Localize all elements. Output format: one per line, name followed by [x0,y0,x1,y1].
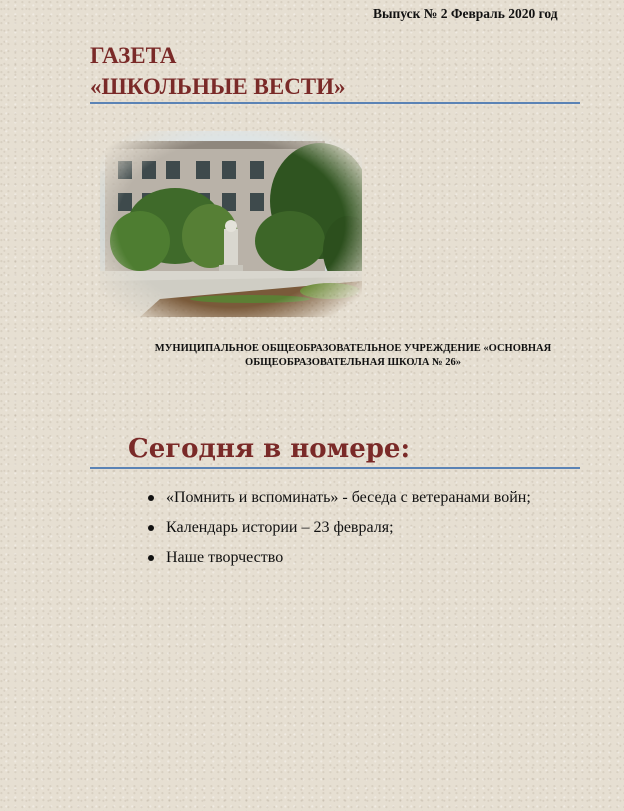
newspaper-title [90,40,346,102]
school-name-line-2: ОБЩЕОБРАЗОВАТЕЛЬНАЯ ШКОЛА № 26» [245,357,461,368]
contents-heading: Сегодня в номере: [128,434,411,464]
issue-info: Выпуск № 2 Февраль 2020 год [373,6,558,21]
contents-list [143,484,583,574]
list-item [143,544,583,572]
title-divider [90,102,580,104]
title-line-1: ГАЗЕТА [90,43,177,68]
list-item-text: Наше творчество [166,549,284,566]
list-item [143,514,583,542]
school-photo [100,131,362,317]
contents-divider [90,467,580,469]
bullet-icon [148,525,154,531]
school-name [118,342,588,370]
list-item-text: «Помнить и вспоминать» - беседа с ветеранами войн; [166,489,531,506]
bullet-icon [148,555,154,561]
list-item [143,484,583,512]
title-line-2: «ШКОЛЬНЫЕ ВЕСТИ» [90,74,346,99]
school-name-line-1: МУНИЦИПАЛЬНОЕ ОБЩЕОБРАЗОВАТЕЛЬНОЕ УЧРЕЖДЕНИЕ «ОСНОВНАЯ [154,343,552,354]
bullet-icon [148,495,154,501]
list-item-text: Календарь истории – 23 февраля; [166,519,394,536]
